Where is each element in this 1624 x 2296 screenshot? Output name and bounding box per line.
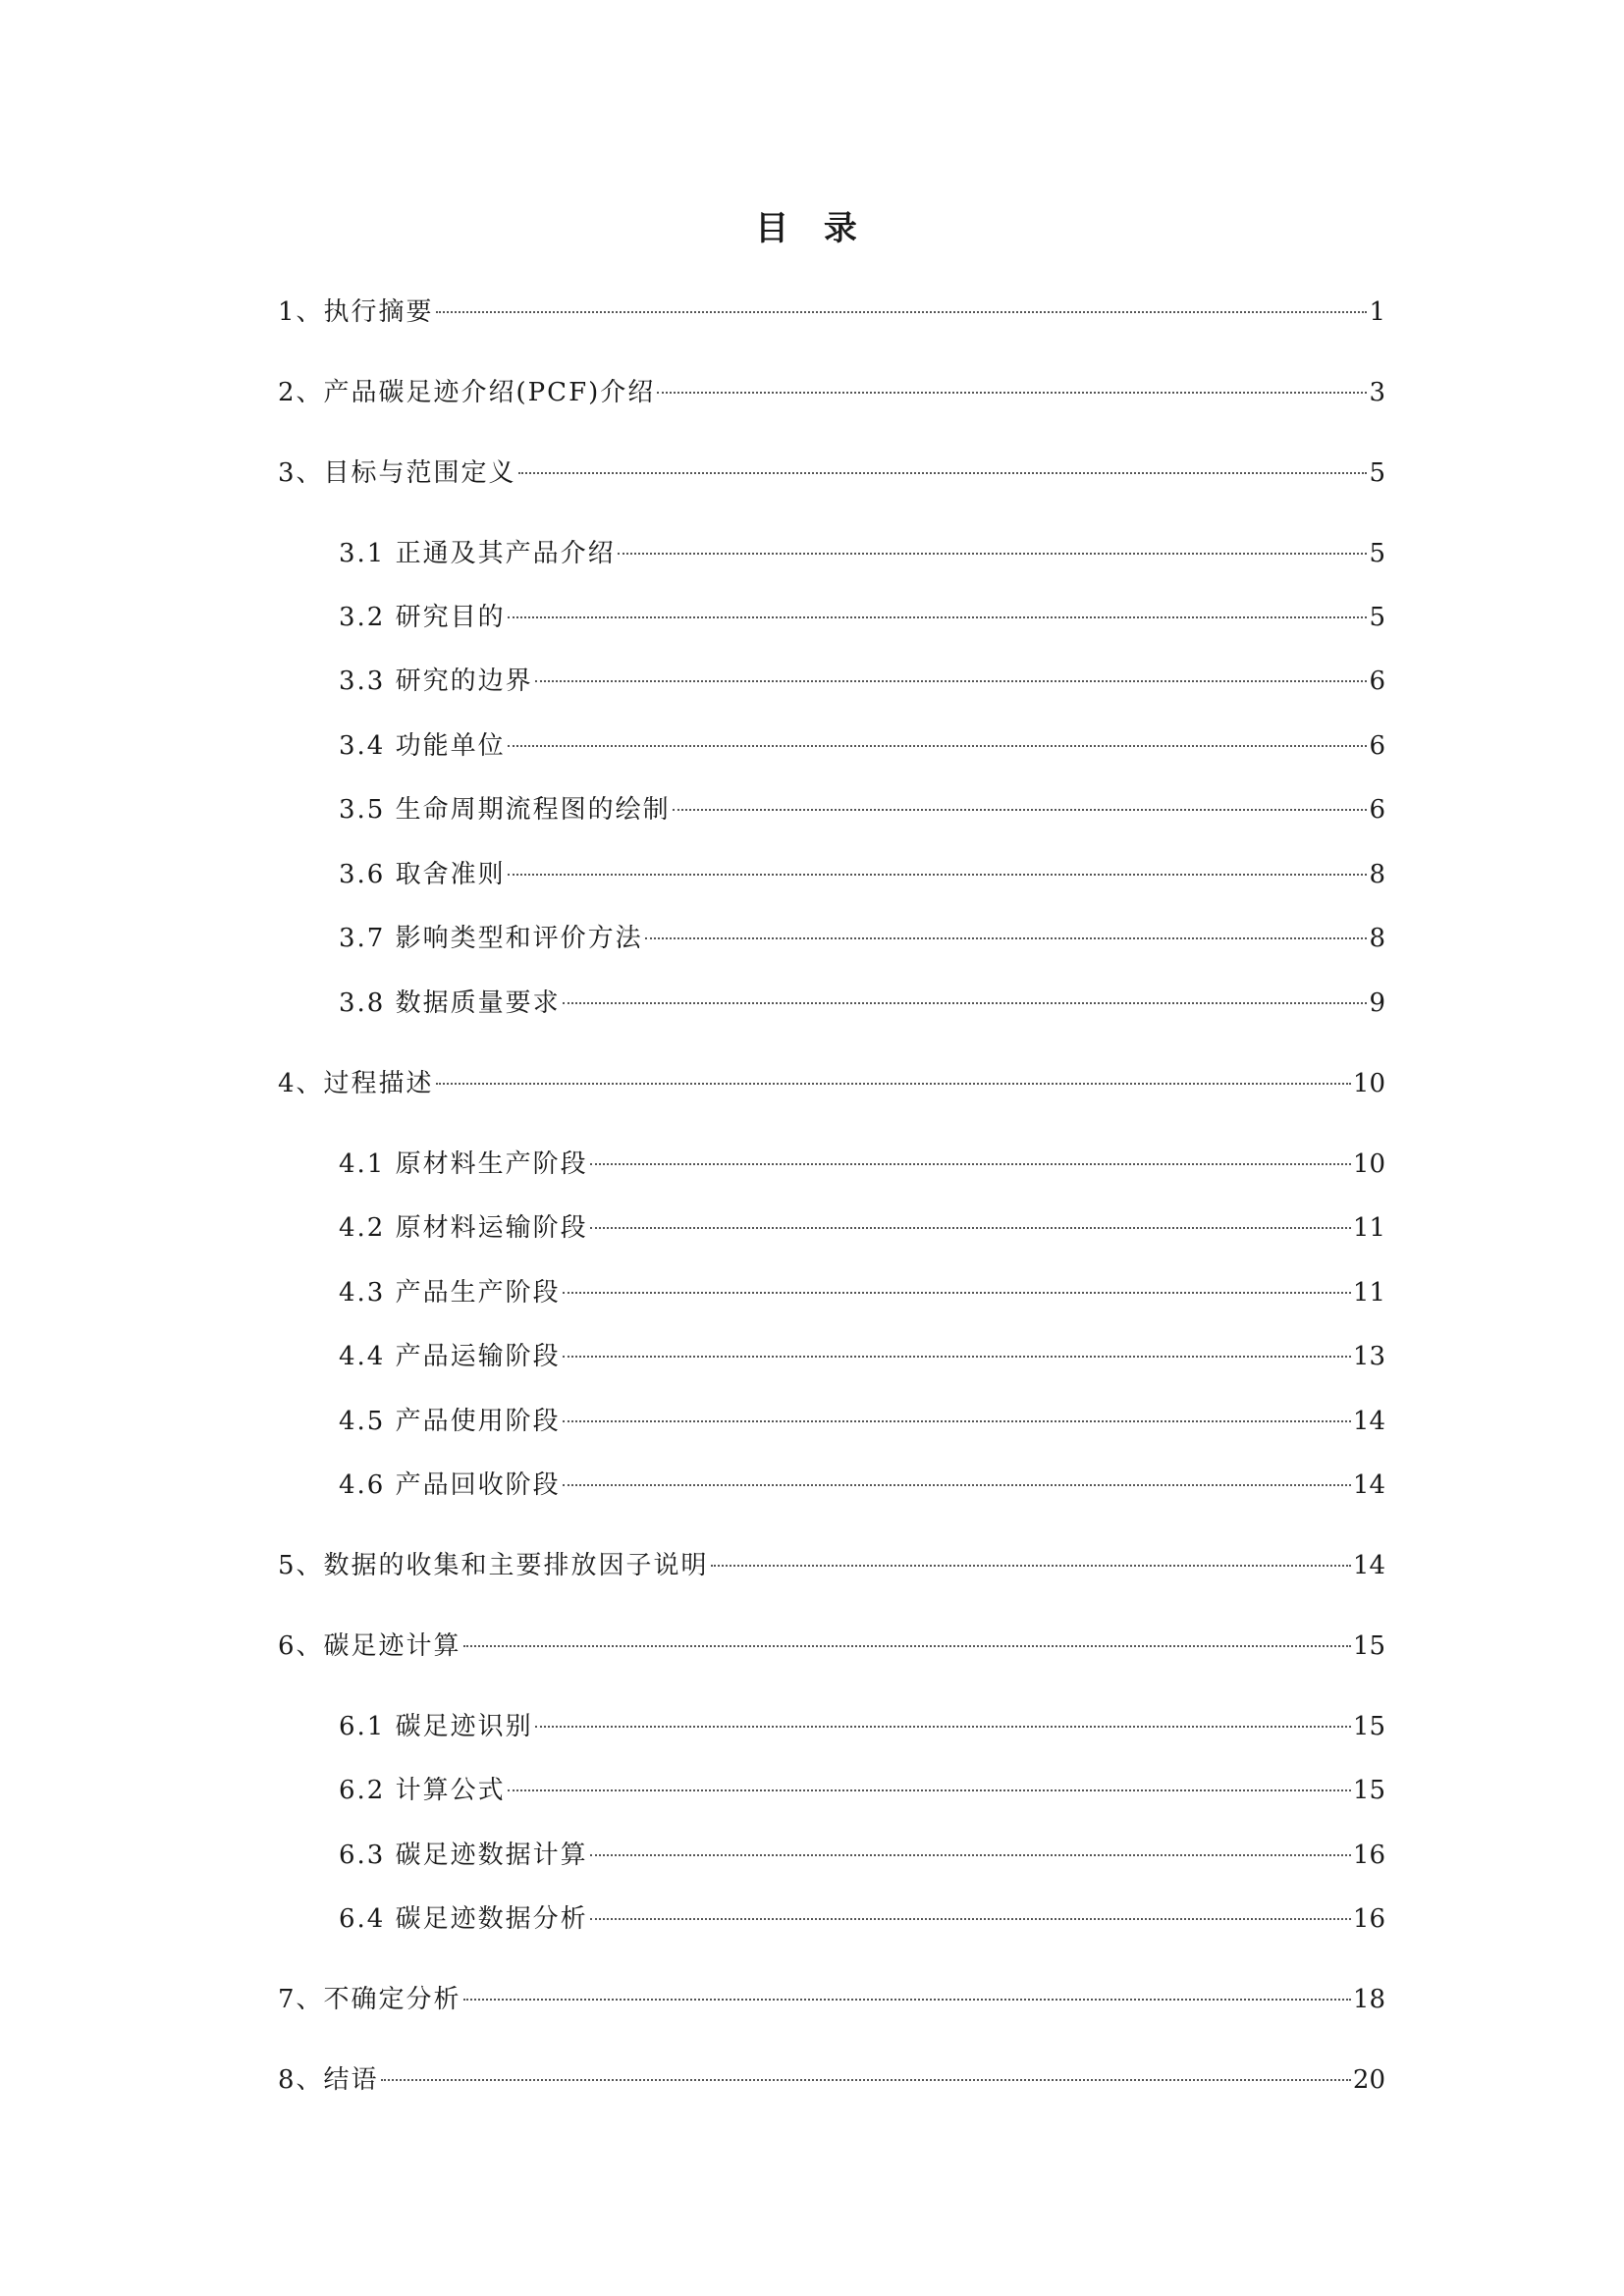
toc-entry-page: 11: [1352, 1213, 1385, 1243]
toc-entry-label: 3.2 研究目的: [339, 603, 506, 632]
toc-entry-label: 8、结语: [278, 2065, 379, 2095]
toc-entry[interactable]: [278, 454, 1385, 493]
toc-entry-label: 4.6 产品回收阶段: [339, 1470, 561, 1500]
dot-leader: [563, 1356, 1351, 1358]
dot-leader: [463, 1999, 1351, 2001]
toc-entry-label: 2、产品碳足迹介绍(PCF)介绍: [278, 378, 656, 407]
toc-entry[interactable]: [278, 2060, 1385, 2100]
dot-leader: [563, 1002, 1368, 1004]
dot-leader: [673, 809, 1368, 811]
dot-leader: [463, 1645, 1351, 1647]
toc-entry[interactable]: [278, 1546, 1385, 1585]
toc-entry[interactable]: [339, 790, 1385, 829]
toc-entry-page: 8: [1369, 924, 1385, 953]
toc-entry-page: 15: [1352, 1631, 1385, 1661]
toc-entry-page: 14: [1352, 1551, 1385, 1580]
toc-entry-page: 16: [1352, 1841, 1385, 1870]
toc-entry-label: 3.8 数据质量要求: [339, 988, 561, 1018]
dot-leader: [563, 1292, 1351, 1294]
toc-entry-label: 6.2 计算公式: [339, 1776, 506, 1805]
toc-entry-page: 15: [1352, 1776, 1385, 1805]
dot-leader: [518, 472, 1368, 474]
toc-entry-label: 6.3 碳足迹数据计算: [339, 1841, 588, 1870]
toc-entry-label: 5、数据的收集和主要排放因子说明: [278, 1551, 709, 1580]
dot-leader: [563, 1420, 1351, 1422]
dot-leader: [590, 1918, 1351, 1920]
toc-entry-label: 6、碳足迹计算: [278, 1631, 461, 1661]
toc-entry-page: 15: [1352, 1712, 1385, 1741]
toc-entry-label: 3、目标与范围定义: [278, 458, 516, 488]
toc-entry-page: 11: [1352, 1278, 1385, 1308]
toc-entry-label: 4.3 产品生产阶段: [339, 1278, 561, 1308]
dot-leader: [508, 745, 1368, 747]
toc-entry-label: 3.7 影响类型和评价方法: [339, 924, 643, 953]
toc-entry[interactable]: [339, 1337, 1385, 1376]
toc-entry-label: 3.1 正通及其产品介绍: [339, 539, 616, 568]
toc-entry-page: 6: [1369, 667, 1385, 696]
dot-leader: [645, 937, 1368, 939]
toc-entry[interactable]: [339, 1145, 1385, 1184]
toc-entry[interactable]: [339, 1466, 1385, 1505]
dot-leader: [535, 1726, 1351, 1728]
toc-entry-label: 6.1 碳足迹识别: [339, 1712, 533, 1741]
toc-entry-label: 3.6 取舍准则: [339, 860, 506, 889]
toc-entry-label: 1、执行摘要: [278, 297, 434, 327]
toc-entry[interactable]: [339, 1836, 1385, 1875]
toc-entry-page: 6: [1369, 731, 1385, 761]
dot-leader: [590, 1163, 1351, 1165]
dot-leader: [535, 680, 1368, 682]
dot-leader: [436, 1083, 1351, 1085]
toc-entry[interactable]: [339, 1208, 1385, 1248]
toc-entry[interactable]: [339, 855, 1385, 894]
toc-entry-label: 3.4 功能单位: [339, 731, 506, 761]
toc-entry[interactable]: [278, 293, 1385, 332]
dot-leader: [711, 1565, 1351, 1567]
toc-entry-label: 4.1 原材料生产阶段: [339, 1149, 588, 1179]
toc-entry-page: 14: [1352, 1407, 1385, 1436]
toc-entry[interactable]: [278, 1980, 1385, 2019]
toc-entry-page: 9: [1369, 988, 1385, 1018]
toc-entry-page: 10: [1352, 1149, 1385, 1179]
toc-entry-page: 1: [1369, 297, 1385, 327]
toc-entry-label: 4、过程描述: [278, 1069, 434, 1098]
toc-entry-page: 6: [1369, 795, 1385, 825]
toc-entry-label: 3.5 生命周期流程图的绘制: [339, 795, 671, 825]
dot-leader: [436, 311, 1368, 313]
toc-entry[interactable]: [278, 1627, 1385, 1666]
toc-entry-page: 14: [1352, 1470, 1385, 1500]
toc-entry-page: 5: [1369, 458, 1385, 488]
dot-leader: [657, 392, 1367, 394]
toc-entry-page: 5: [1369, 603, 1385, 632]
toc-entry-label: 4.4 产品运输阶段: [339, 1342, 561, 1371]
toc-entry-page: 16: [1352, 1904, 1385, 1934]
toc-entry[interactable]: [339, 598, 1385, 637]
toc-entry[interactable]: [278, 373, 1385, 412]
toc-entry[interactable]: [278, 1064, 1385, 1103]
dot-leader: [508, 1789, 1351, 1791]
toc-entry[interactable]: [339, 1771, 1385, 1810]
toc-entry-label: 7、不确定分析: [278, 1985, 461, 2014]
page-title: 目 录: [755, 209, 869, 248]
toc-entry-page: 8: [1369, 860, 1385, 889]
toc-entry[interactable]: [339, 726, 1385, 766]
dot-leader: [381, 2079, 1351, 2081]
dot-leader: [590, 1227, 1351, 1229]
toc-entry[interactable]: [339, 1402, 1385, 1441]
dot-leader: [618, 553, 1368, 555]
toc-entry-page: 10: [1352, 1069, 1385, 1098]
toc-entry[interactable]: [339, 534, 1385, 573]
toc-entry-label: 4.5 产品使用阶段: [339, 1407, 561, 1436]
toc-entry[interactable]: [339, 1273, 1385, 1312]
dot-leader: [590, 1854, 1351, 1856]
toc-entry[interactable]: [339, 1707, 1385, 1746]
toc-entry-page: 5: [1369, 539, 1385, 568]
toc-entry-page: 3: [1369, 378, 1385, 407]
toc-entry-label: 6.4 碳足迹数据分析: [339, 1904, 588, 1934]
toc-entry-page: 20: [1352, 2065, 1385, 2095]
toc-entry[interactable]: [339, 1899, 1385, 1939]
dot-leader: [508, 616, 1368, 618]
toc-entry[interactable]: [339, 662, 1385, 701]
toc-entry[interactable]: [339, 919, 1385, 958]
toc-entry-label: 3.3 研究的边界: [339, 667, 533, 696]
toc-entry-page: 13: [1352, 1342, 1385, 1371]
toc-entry-page: 18: [1352, 1985, 1385, 2014]
dot-leader: [563, 1484, 1351, 1486]
toc-entry-label: 4.2 原材料运输阶段: [339, 1213, 588, 1243]
dot-leader: [508, 874, 1368, 876]
toc-entry[interactable]: [339, 984, 1385, 1023]
